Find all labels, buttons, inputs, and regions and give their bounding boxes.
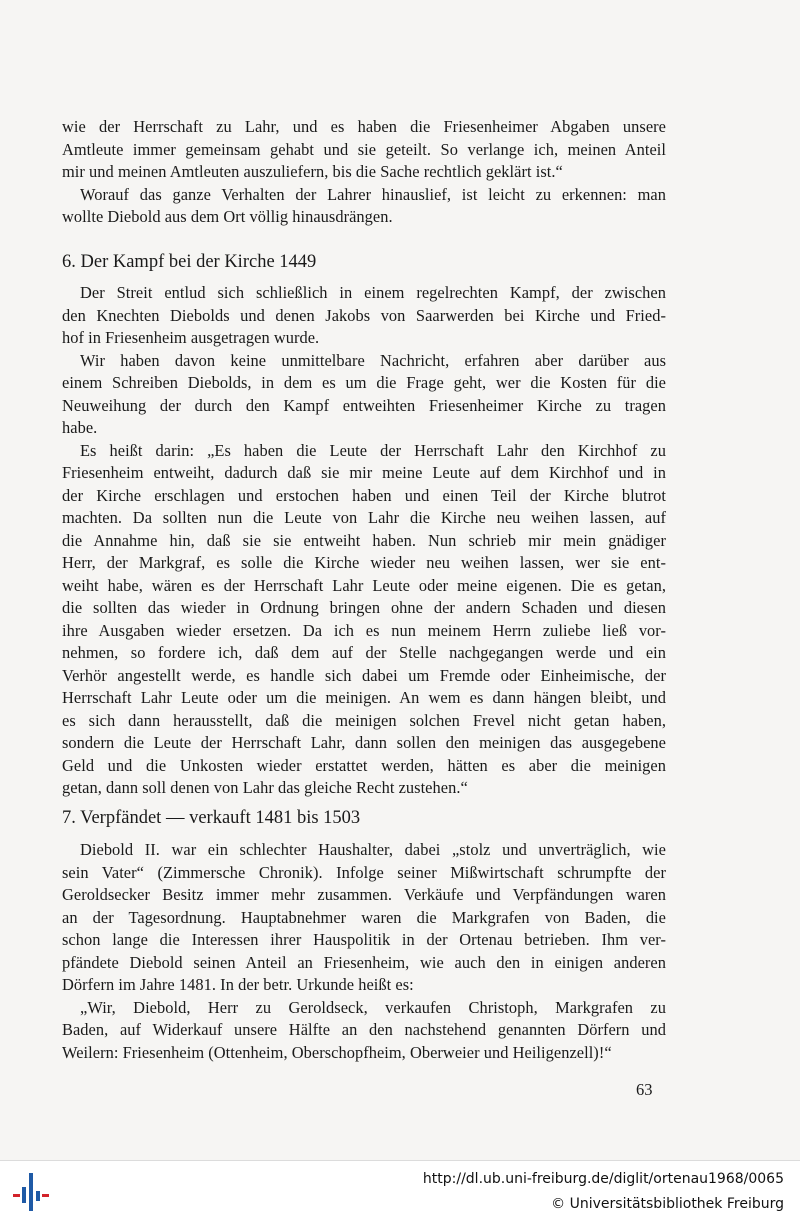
text-line: Geld und die Unkosten wieder erstattet werden, hätten es aber die meinigen bbox=[62, 755, 666, 775]
text-line: mir und meinen Amtleuten auszuliefern, bis die Sache rechtlich geklärt ist.“ bbox=[62, 162, 563, 181]
text-line: Herr, der Markgraf, es solle die Kirche wieder neu weihen lassen, wer sie ent- bbox=[62, 553, 666, 572]
section-heading-6: 6. Der Kampf bei der Kirche 1449 bbox=[62, 252, 317, 272]
text-line: wollte Diebold aus dem Ort völlig hinausdrängen. bbox=[62, 207, 393, 226]
text-line: Der Streit entlud sich schließlich in einem regelrechten Kampf, der zwischen bbox=[80, 283, 666, 302]
text-line: hof in Friesenheim ausgetragen wurde. bbox=[62, 328, 320, 347]
text-line: pfändete Diebold seinen Anteil an Friesenheim, wie auch den in einigen anderen bbox=[62, 952, 666, 972]
ub-freiburg-logo-icon bbox=[10, 1169, 50, 1215]
text-line: sondern die Leute der Herrschaft Lahr, dann sollen den meinigen das ausgegebene bbox=[62, 733, 666, 752]
text-line: die sollten das wieder in Ordnung bringen ohne der andern Schaden und diesen bbox=[62, 598, 666, 617]
text-line: Diebold II. war ein schlechter Haushalter, dabei „stolz und unverträglich, wie bbox=[80, 840, 666, 859]
text-line: der Kirche erschlagen und erstochen haben und einen Teil der Kirche blutrot bbox=[62, 485, 666, 505]
text-line: Wir haben davon keine unmittelbare Nachricht, erfahren aber darüber aus bbox=[80, 350, 666, 370]
text-line: Herrschaft Lahr Leute oder um die meinigen. An wem es dann hängen bleibt, und bbox=[62, 688, 666, 707]
text-block-section-6 bbox=[62, 282, 666, 800]
page-number: 63 bbox=[636, 1080, 653, 1099]
text-line: Worauf das ganze Verhalten der Lahrer hinauslief, ist leicht zu erkennen: man bbox=[80, 184, 666, 204]
text-line: weiht habe, wären es der Herrschaft Lahr Leute oder meine eigenen. Die es getan, bbox=[62, 575, 666, 595]
text-block-section-7 bbox=[62, 839, 666, 1064]
text-line: einem Schreiben Diebolds, in dem es um die Frage geht, wer die Kosten für die bbox=[62, 373, 666, 392]
text-line: nehmen, so fordere ich, daß dem auf der Stelle nachgegangen werde und ein bbox=[62, 643, 666, 662]
text-line: sein Vater“ (Zimmersche Chronik). Infolge seiner Mißwirtschaft schrumpfte der bbox=[62, 862, 666, 882]
text-line: Amtleute immer gemeinsam gehabt und sie geteilt. So verlange ich, meinen Anteil bbox=[62, 139, 666, 159]
text-line: Friesenheim entweiht, dadurch daß sie mir meine Leute auf dem Kirchhof und in bbox=[62, 463, 666, 482]
text-line: Dörfern im Jahre 1481. In der betr. Urkunde heißt es: bbox=[62, 975, 414, 994]
text-line: ihre Ausgaben wieder ersetzen. Da ich es nun meinem Herrn zuliebe ließ vor- bbox=[62, 620, 666, 640]
source-url-link[interactable]: http://dl.ub.uni-freiburg.de/diglit/ortenau1968/0065 bbox=[422, 1171, 784, 1187]
text-line: machten. Da sollten nun die Leute von Lahr die Kirche neu weihen lassen, auf bbox=[62, 508, 666, 527]
text-line: an der Tagesordnung. Hauptabnehmer waren die Markgrafen von Baden, die bbox=[62, 907, 666, 927]
copyright-text: © Universitätsbibliothek Freiburg bbox=[551, 1196, 784, 1212]
text-line: schon lange die Interessen ihrer Hauspolitik in der Ortenau betrieben. Ihm ver- bbox=[62, 930, 666, 949]
text-line: den Knechten Diebolds und denen Jakobs von Saarwerden bei Kirche und Fried- bbox=[62, 305, 666, 325]
text-block-intro bbox=[62, 116, 666, 229]
text-line: die Annahme hin, daß sie sie entweiht haben. Nun schrieb mir mein gnädiger bbox=[62, 530, 666, 550]
text-line: Es heißt darin: „Es haben die Leute der Herrschaft Lahr den Kirchhof zu bbox=[80, 440, 666, 460]
text-line: wie der Herrschaft zu Lahr, und es haben die Friesenheimer Abgaben unsere bbox=[62, 117, 666, 136]
footer-bar bbox=[0, 1160, 800, 1221]
text-line: habe. bbox=[62, 418, 98, 437]
section-heading-7: 7. Verpfändet — verkauft 1481 bis 1503 bbox=[62, 808, 361, 828]
text-line: getan, dann soll denen von Lahr das gleiche Recht zustehen.“ bbox=[62, 778, 468, 797]
text-line: Baden, auf Widerkauf unsere Hälfte an den nachstehend genannten Dörfern und bbox=[62, 1020, 666, 1039]
text-line: Verhör angestellt werde, es handle sich dabei um Fremde oder Einheimische, der bbox=[62, 665, 666, 685]
text-line: Geroldsecker Besitz immer mehr zusammen. Verkäufe und Verpfändungen waren bbox=[62, 885, 666, 904]
text-line: Weilern: Friesenheim (Ottenheim, Oberschopfheim, Oberweier und Heiligenzell)!“ bbox=[62, 1042, 612, 1062]
text-line: Neuweihung der durch den Kampf entweihten Friesenheimer Kirche zu tragen bbox=[62, 395, 666, 415]
text-line: es sich dann herausstellt, daß die meinigen solchen Frevel nicht getan haben, bbox=[62, 710, 666, 730]
text-line: „Wir, Diebold, Herr zu Geroldseck, verkaufen Christoph, Markgrafen zu bbox=[80, 997, 666, 1017]
